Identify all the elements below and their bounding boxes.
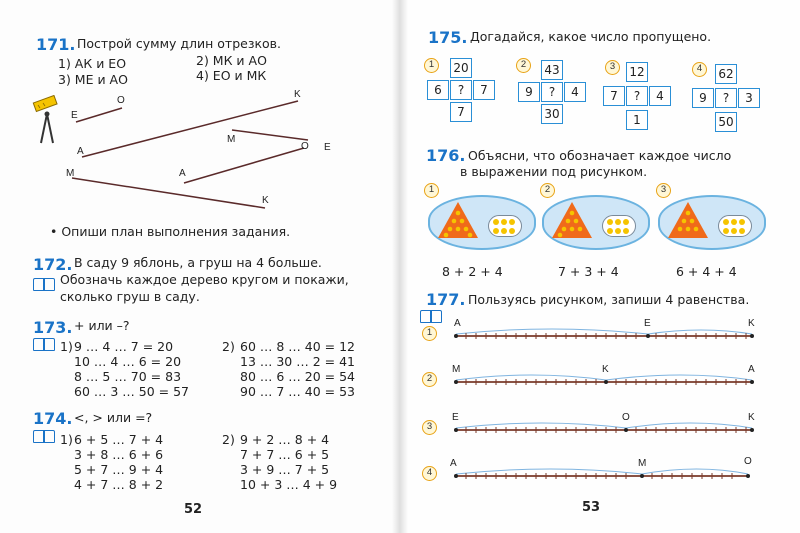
puzzle-cell-bottom: 50 <box>715 112 737 132</box>
exercise-174-col2-row: 3 + 9 … 7 + 5 <box>240 462 330 477</box>
puzzle-cell-bottom: 30 <box>541 104 563 124</box>
exercise-171-item-2: 2) МК и АО <box>196 53 267 68</box>
exercise-174-col2-row: 7 + 7 … 6 + 5 <box>240 447 330 462</box>
exercise-173-col1-row: 8 … 5 … 70 = 83 <box>74 369 182 384</box>
segment-ruler-1 <box>452 326 762 346</box>
triangle-dots <box>438 202 478 238</box>
exercise-173-col2-row: 60 … 8 … 40 = 12 <box>240 339 355 354</box>
puzzle-cell-bottom: 1 <box>626 110 648 130</box>
point-label-e2: E <box>324 142 331 153</box>
segment-ak <box>82 101 298 157</box>
puzzle-cell-center: ? <box>450 80 472 100</box>
segment-point-left: A <box>454 318 461 329</box>
puzzle-cell-top: 62 <box>715 64 737 84</box>
puzzle-cell-center: ? <box>626 86 648 106</box>
point-label-a: A <box>77 146 84 157</box>
puzzle-cell-top: 12 <box>626 62 648 82</box>
exercise-174-col2-row: 9 + 2 … 8 + 4 <box>240 432 330 447</box>
triangle-dots <box>552 202 592 238</box>
page-number-right: 53 <box>582 500 601 515</box>
dots-group-icon <box>718 215 752 237</box>
segment-point-mid: M <box>638 458 647 469</box>
exercise-174-col1-row: 5 + 7 … 9 + 4 <box>74 462 164 477</box>
triangle-dots <box>668 202 708 238</box>
picture-label-2: 2 <box>540 183 555 198</box>
right-page <box>400 0 800 533</box>
segment-label-3: 3 <box>422 420 437 435</box>
puzzle-label-1: 1 <box>424 58 439 73</box>
puzzle-label-3: 3 <box>605 60 620 75</box>
puzzle-label-2: 2 <box>516 58 531 73</box>
segment-label-4: 4 <box>422 466 437 481</box>
exercise-174-col1-row: 6 + 5 … 7 + 4 <box>74 432 164 447</box>
segment-ao <box>184 148 304 183</box>
exercise-171-item-3: 3) МЕ и АО <box>58 72 128 87</box>
picture-label-3: 3 <box>656 183 671 198</box>
puzzle-cell-top: 20 <box>450 58 472 78</box>
puzzle-cell-top: 43 <box>541 60 563 80</box>
segment-point-mid: O <box>622 412 630 423</box>
exercise-173-col2-row: 90 … 7 … 40 = 53 <box>240 384 355 399</box>
ruler-compass-icon <box>30 95 64 150</box>
exercise-176-line-2: в выражении под рисунком. <box>460 164 648 179</box>
exercise-171-item-4: 4) ЕО и МК <box>196 68 267 83</box>
exercise-177-instruction: Пользуясь рисунком, запиши 4 равенства. <box>468 292 750 307</box>
exercise-175-number: 175. <box>428 28 468 47</box>
exercise-174-number: 174. <box>33 409 73 428</box>
point-label-k: K <box>294 89 301 100</box>
book-icon <box>33 278 55 291</box>
book-icon <box>420 310 442 323</box>
puzzle-cell-bottom: 7 <box>450 102 472 122</box>
point-label-m: M <box>227 134 236 145</box>
exercise-173-col2-row: 13 … 30 … 2 = 41 <box>240 354 355 369</box>
exercise-174-col1-label: 1) <box>60 432 73 447</box>
exercise-171-segments <box>60 88 380 218</box>
book-icon <box>33 338 55 351</box>
puzzle-cell-center: ? <box>715 88 737 108</box>
segment-point-left: M <box>452 364 461 375</box>
exercise-172-line-1: В саду 9 яблонь, а груш на 4 больше. <box>74 255 322 270</box>
puzzle-cell-right: 3 <box>738 88 760 108</box>
exercise-173-number: 173. <box>33 318 73 337</box>
puzzle-cell-right: 7 <box>473 80 495 100</box>
exercise-175-instruction: Догадайся, какое число пропущено. <box>470 29 712 44</box>
segment-label-2: 2 <box>422 372 437 387</box>
segment-point-right: O <box>744 456 752 467</box>
segment-point-mid: E <box>644 318 651 329</box>
exercise-176-number: 176. <box>426 146 466 165</box>
exercise-173-col1-row: 9 … 4 … 7 = 20 <box>74 339 174 354</box>
point-label-m2: M <box>66 168 75 179</box>
puzzle-cell-right: 4 <box>649 86 671 106</box>
segment-label-1: 1 <box>422 326 437 341</box>
point-label-k2: K <box>262 195 269 206</box>
segment-ruler-3 <box>452 420 762 440</box>
exercise-173-task: + или –? <box>74 318 130 333</box>
picture-2-expression: 7 + 3 + 4 <box>558 264 619 279</box>
exercise-176-line-1: Объясни, что обозначает каждое число <box>468 148 732 163</box>
book-icon <box>33 430 55 443</box>
dots-group-icon <box>602 215 636 237</box>
dots-group-icon <box>488 215 522 237</box>
exercise-173-col2-label: 2) <box>222 339 235 354</box>
point-label-o: O <box>117 95 125 106</box>
segment-ruler-4 <box>452 466 762 486</box>
picture-3-expression: 6 + 4 + 4 <box>676 264 737 279</box>
segment-point-right: K <box>748 318 755 329</box>
exercise-171-plan: • Опиши план выполнения задания. <box>50 224 291 239</box>
exercise-174-col1-row: 4 + 7 … 8 + 2 <box>74 477 164 492</box>
exercise-174-col2-row: 10 + 3 … 4 + 9 <box>240 477 338 492</box>
exercise-174-task: <, > или =? <box>74 410 153 425</box>
exercise-173-col1-row: 60 … 3 … 50 = 57 <box>74 384 189 399</box>
puzzle-label-4: 4 <box>692 62 707 77</box>
segment-me <box>232 130 308 140</box>
segment-point-right: A <box>748 364 755 375</box>
point-label-o2: O <box>301 141 309 152</box>
segment-point-left: A <box>450 458 457 469</box>
exercise-172-line-3: сколько груш в саду. <box>60 289 200 304</box>
puzzle-cell-left: 6 <box>427 80 449 100</box>
page-number-left: 52 <box>184 502 203 517</box>
segment-mk <box>72 178 265 208</box>
segment-ruler-2 <box>452 372 762 392</box>
exercise-171-item-1: 1) АК и ЕО <box>58 56 127 71</box>
exercise-173-col1-row: 10 … 4 … 6 = 20 <box>74 354 182 369</box>
picture-1-expression: 8 + 2 + 4 <box>442 264 503 279</box>
exercise-174-col1-row: 3 + 8 … 6 + 6 <box>74 447 164 462</box>
point-label-e: E <box>71 110 78 121</box>
point-label-a2: A <box>179 168 186 179</box>
exercise-173-col1-label: 1) <box>60 339 73 354</box>
exercise-174-col2-label: 2) <box>222 432 235 447</box>
puzzle-cell-left: 9 <box>518 82 540 102</box>
exercise-172-line-2: Обозначь каждое дерево кругом и покажи, <box>60 272 349 287</box>
exercise-172-number: 172. <box>33 255 73 274</box>
book-gutter <box>392 0 408 533</box>
puzzle-cell-right: 4 <box>564 82 586 102</box>
exercise-177-number: 177. <box>426 290 466 309</box>
segment-eo <box>76 108 122 122</box>
exercise-171-number: 171. <box>36 35 76 54</box>
exercise-171-instruction: Построй сумму длин отрезков. <box>77 36 282 51</box>
puzzle-cell-left: 7 <box>603 86 625 106</box>
exercise-173-col2-row: 80 … 6 … 20 = 54 <box>240 369 355 384</box>
picture-label-1: 1 <box>424 183 439 198</box>
segment-point-left: E <box>452 412 459 423</box>
segment-point-mid: K <box>602 364 609 375</box>
segment-point-right: K <box>748 412 755 423</box>
puzzle-cell-left: 9 <box>692 88 714 108</box>
puzzle-cell-center: ? <box>541 82 563 102</box>
